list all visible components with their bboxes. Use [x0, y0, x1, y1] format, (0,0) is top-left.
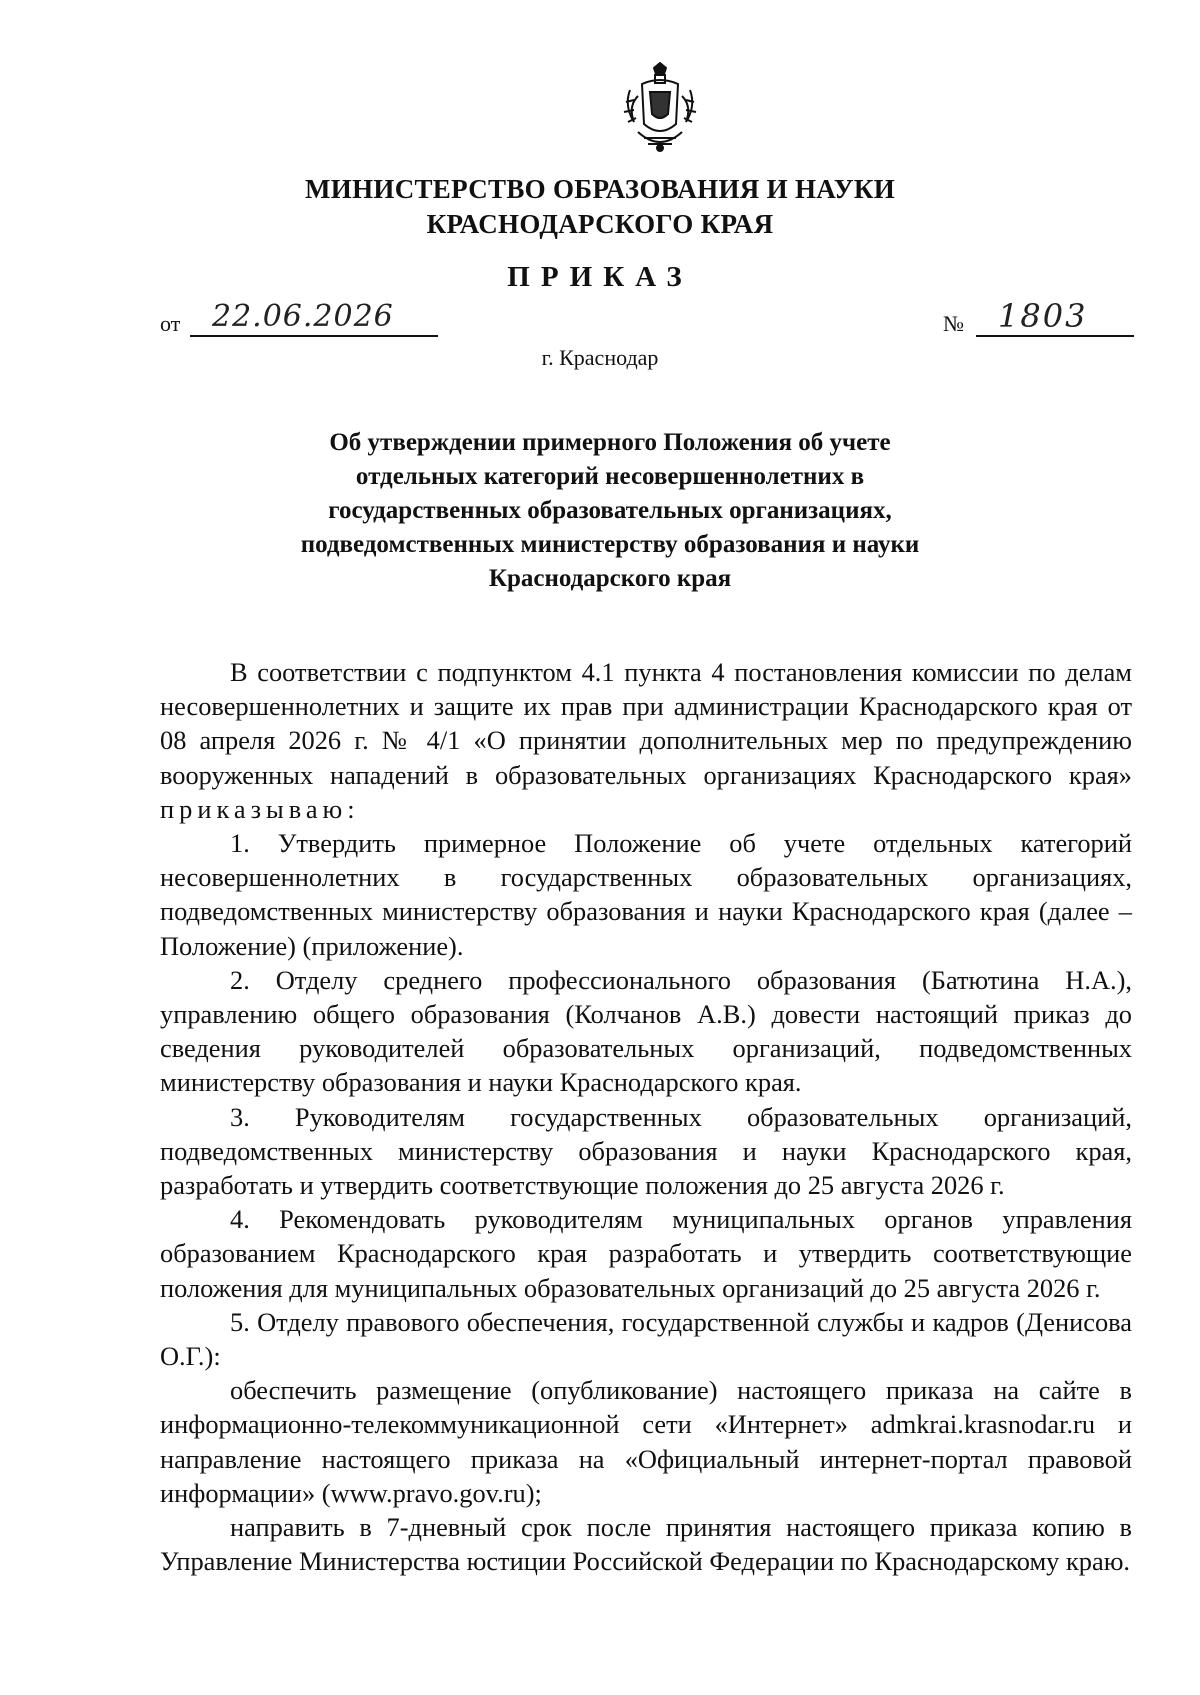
number-prefix: №	[943, 311, 964, 336]
ministry-name-line2: КРАСНОДАРСКОГО КРАЯ	[426, 209, 774, 239]
item-paragraph: 1. Утвердить примерное Положение об учете отдельных категорий несовершеннолетних в государственных образовательных организациях, подведомственных министерству образования и науки Краснодарского края (далее – Положение) (приложение).	[160, 828, 1132, 961]
coat-of-arms-emblem	[620, 62, 700, 154]
title-line: Краснодарского края	[488, 565, 732, 592]
title-line: Об утверждении примерного Положения об учете	[329, 429, 891, 456]
date-underline	[190, 335, 438, 337]
document-title	[250, 426, 970, 596]
preamble-text: В соответствии с подпунктом 4.1 пункта 4 постановления комиссии по делам несовершеннолетних и защите их прав при администрации Краснодарского края от 08 апреля 2026 г. № 4/1 «О принятии дополнительных мер по предупреждению вооруженных нападений в образовательных организациях Краснодарского края»	[160, 657, 1132, 790]
number-underline	[976, 335, 1134, 337]
document-body	[160, 655, 1132, 1578]
prikazyvayu-word: приказываю:	[160, 793, 360, 824]
item-paragraph: 3. Руководителям государственных образовательных организаций, подведомственных министерству образования и науки Краснодарского края, разработать и утвердить соответствующие положения до 25 августа 2026 г.	[160, 1101, 1132, 1201]
document-type-heading: ПРИКАЗ	[507, 261, 693, 293]
city-label: г. Краснодар	[541, 345, 659, 370]
item-paragraph: 4. Рекомендовать руководителям муниципальных органов управления образованием Краснодарского края разработать и утвердить соответствующие положения для муниципальных образовательных организаций до 25 августа 2026 г.	[160, 1204, 1132, 1303]
preamble-paragraph	[160, 655, 1132, 826]
handwritten-number: 1803	[998, 297, 1088, 335]
subitem-paragraph: направить в 7-дневный срок после принятия настоящего приказа копию в Управление Министерства юстиции Российской Федерации по Краснодарскому краю.	[160, 1512, 1132, 1577]
date-number-row	[0, 297, 1200, 343]
item-paragraph: 5. Отделу правового обеспечения, государственной службы и кадров (Денисова О.Г.):	[160, 1306, 1132, 1372]
handwritten-date: 22.06.2026	[212, 299, 394, 334]
title-line: отдельных категорий несовершеннолетних в	[355, 463, 865, 490]
date-prefix: от	[160, 311, 181, 336]
ministry-name-line1: МИНИСТЕРСТВО ОБРАЗОВАНИЯ И НАУКИ	[305, 174, 895, 204]
title-line: государственных образовательных организациях,	[328, 497, 892, 524]
title-line: подведомственных министерству образования и науки	[300, 531, 920, 558]
item-paragraph: 2. Отделу среднего профессионального образования (Батютина Н.А.), управлению общего образования (Колчанов А.В.) довести настоящий приказ до сведения руководителей образовательных организаций, подведомственных министерству образования и науки Краснодарского края.	[160, 964, 1132, 1098]
subitem-paragraph: обеспечить размещение (опубликование) настоящего приказа на сайте в информационно-телекоммуникационной сети «Интернет» admkrai.krasnodar.ru и направление настоящего приказа на «Официальный интернет-портал правовой информации» (www.pravo.gov.ru);	[160, 1375, 1132, 1508]
